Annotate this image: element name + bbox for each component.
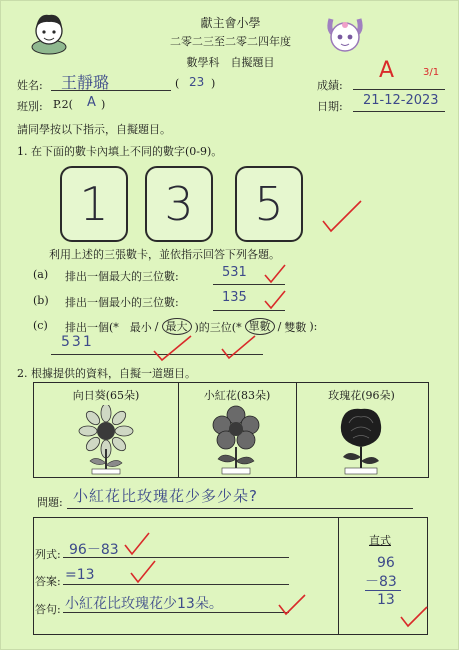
part-c-answer: 531 [61, 334, 94, 350]
part-a-answer: 531 [222, 265, 247, 280]
question-label: 問題: [37, 496, 63, 509]
name-value: 王靜璐 [61, 73, 110, 92]
student-number: 23 [189, 75, 205, 89]
table-cell-sunflower [34, 383, 179, 477]
check-mark-icon [129, 559, 157, 585]
expression-value: 96－83 [69, 542, 119, 558]
part-c-text-c: ): [309, 320, 318, 333]
check-mark-icon [219, 333, 257, 361]
school-name: 獻主會小學 [200, 16, 261, 30]
q1-instruction: 利用上述的三張數卡，並依指示回答下列各題。 [49, 248, 280, 261]
check-mark-icon [263, 263, 287, 285]
check-mark-icon [151, 333, 193, 363]
check-mark-icon [399, 605, 429, 629]
class-prefix: P.2( [53, 98, 73, 111]
answer-value: =13 [65, 567, 95, 583]
check-mark-icon [277, 593, 307, 617]
part-c-text-a: 排出一個(* [65, 320, 119, 334]
number-close: ) [211, 77, 216, 90]
sunflower-label: 向日葵(65朵) [72, 389, 140, 402]
check-mark-icon [319, 197, 365, 235]
part-c-text-b: )的三位(* [194, 320, 242, 334]
red-flower-label: 小紅花(83朵) [203, 389, 271, 402]
part-b-text: 排出一個最小的三位數: [65, 296, 179, 309]
part-b-answer: 135 [222, 290, 247, 305]
vertical-subtrahend: －83 [365, 574, 397, 590]
option-separator: / [277, 320, 282, 333]
flower-data-table [33, 382, 297, 478]
q2-prompt: 2. 根據提供的資料，自擬一道題目。 [17, 367, 196, 380]
date-value: 21-12-2023 [363, 93, 439, 108]
score-label: 成績: [317, 79, 343, 92]
q1-prompt: 1. 在下面的數卡內填上不同的數字(0-9)。 [17, 145, 223, 158]
number-card-3: 5 [235, 166, 303, 242]
reply-value: 小紅花比玫瑰花少13朵。 [65, 596, 223, 612]
vertical-top: 96 [377, 555, 395, 571]
name-label: 姓名: [17, 79, 43, 92]
option-max-circled: 最大 [162, 318, 192, 335]
expression-label: 列式: [35, 548, 61, 561]
part-b-label: (b) [33, 294, 49, 307]
class-label: 班別: [17, 100, 43, 113]
vertical-title: 直式 [369, 534, 391, 547]
vertical-result: 13 [377, 592, 395, 608]
sunflower-icon [76, 405, 136, 475]
number-open: ( [175, 77, 180, 90]
option-min: 最小 [129, 320, 152, 334]
part-c-label: (c) [33, 319, 48, 332]
school-year: 二零二三至二零二四年度 [170, 35, 291, 48]
check-mark-icon [263, 289, 287, 311]
question-answer: 小紅花比玫瑰花少多少朵? [73, 487, 258, 505]
rose-icon [331, 405, 391, 475]
score-fraction: 3/1 [423, 67, 440, 78]
rose-label: 玫瑰花(96朵) [328, 389, 395, 402]
intro-text: 請同學按以下指示，自擬題目。 [17, 123, 171, 136]
option-even: 雙數 [284, 320, 307, 334]
option-separator: / [154, 320, 159, 333]
option-odd-circled: 單數 [245, 318, 275, 335]
worksheet-subject: 數學科 自擬題目 [186, 56, 275, 69]
date-label: 日期: [317, 100, 343, 113]
red-flower-icon [208, 405, 264, 475]
number-card-1: 1 [60, 166, 128, 242]
score-grade: A [379, 58, 395, 83]
part-a-label: (a) [33, 268, 49, 281]
reply-label: 答句: [35, 603, 61, 616]
check-mark-icon [123, 531, 151, 557]
number-card-2: 3 [145, 166, 213, 242]
table-cell-red-flower [178, 383, 296, 477]
class-letter: A [87, 95, 96, 110]
table-cell-rose [295, 382, 429, 478]
answer-label: 答案: [35, 575, 61, 588]
part-a-text: 排出一個最大的三位數: [65, 270, 179, 283]
class-close: ) [101, 98, 106, 111]
